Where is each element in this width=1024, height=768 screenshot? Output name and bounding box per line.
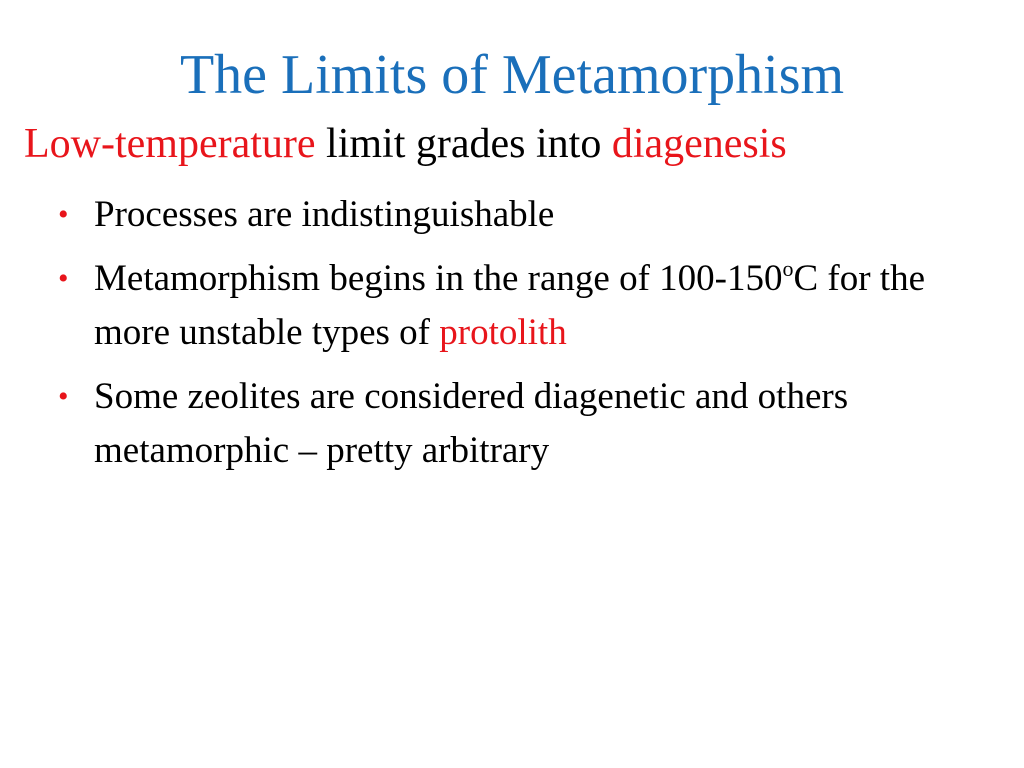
degree-superscript: o	[782, 256, 794, 281]
slide-title: The Limits of Metamorphism	[179, 44, 845, 106]
subtitle-low-temperature: Low-temperature	[24, 121, 316, 167]
bullet-item	[58, 252, 1008, 360]
bullet-text: Processes are indistinguishable	[94, 194, 555, 235]
bullet-item	[58, 370, 1008, 478]
bullet-dot-icon: •	[58, 262, 69, 295]
bullet-list	[58, 188, 1008, 488]
bullet-item	[58, 188, 1008, 242]
slide-subtitle	[24, 116, 1004, 172]
bullet-text-continued: C for the more unstable types of	[94, 258, 926, 353]
bullet-dot-icon: •	[58, 380, 69, 413]
subtitle-middle-text: limit grades into	[315, 121, 612, 167]
bullet-dot-icon: •	[58, 198, 69, 231]
subtitle-diagenesis: diagenesis	[611, 121, 787, 167]
bullet-text: Metamorphism begins in the range of 100-150	[94, 258, 783, 299]
protolith-highlight: protolith	[439, 312, 567, 353]
bullet-text: Some zeolites are considered diagenetic and others metamorphic – pretty arbitrary	[94, 376, 849, 471]
